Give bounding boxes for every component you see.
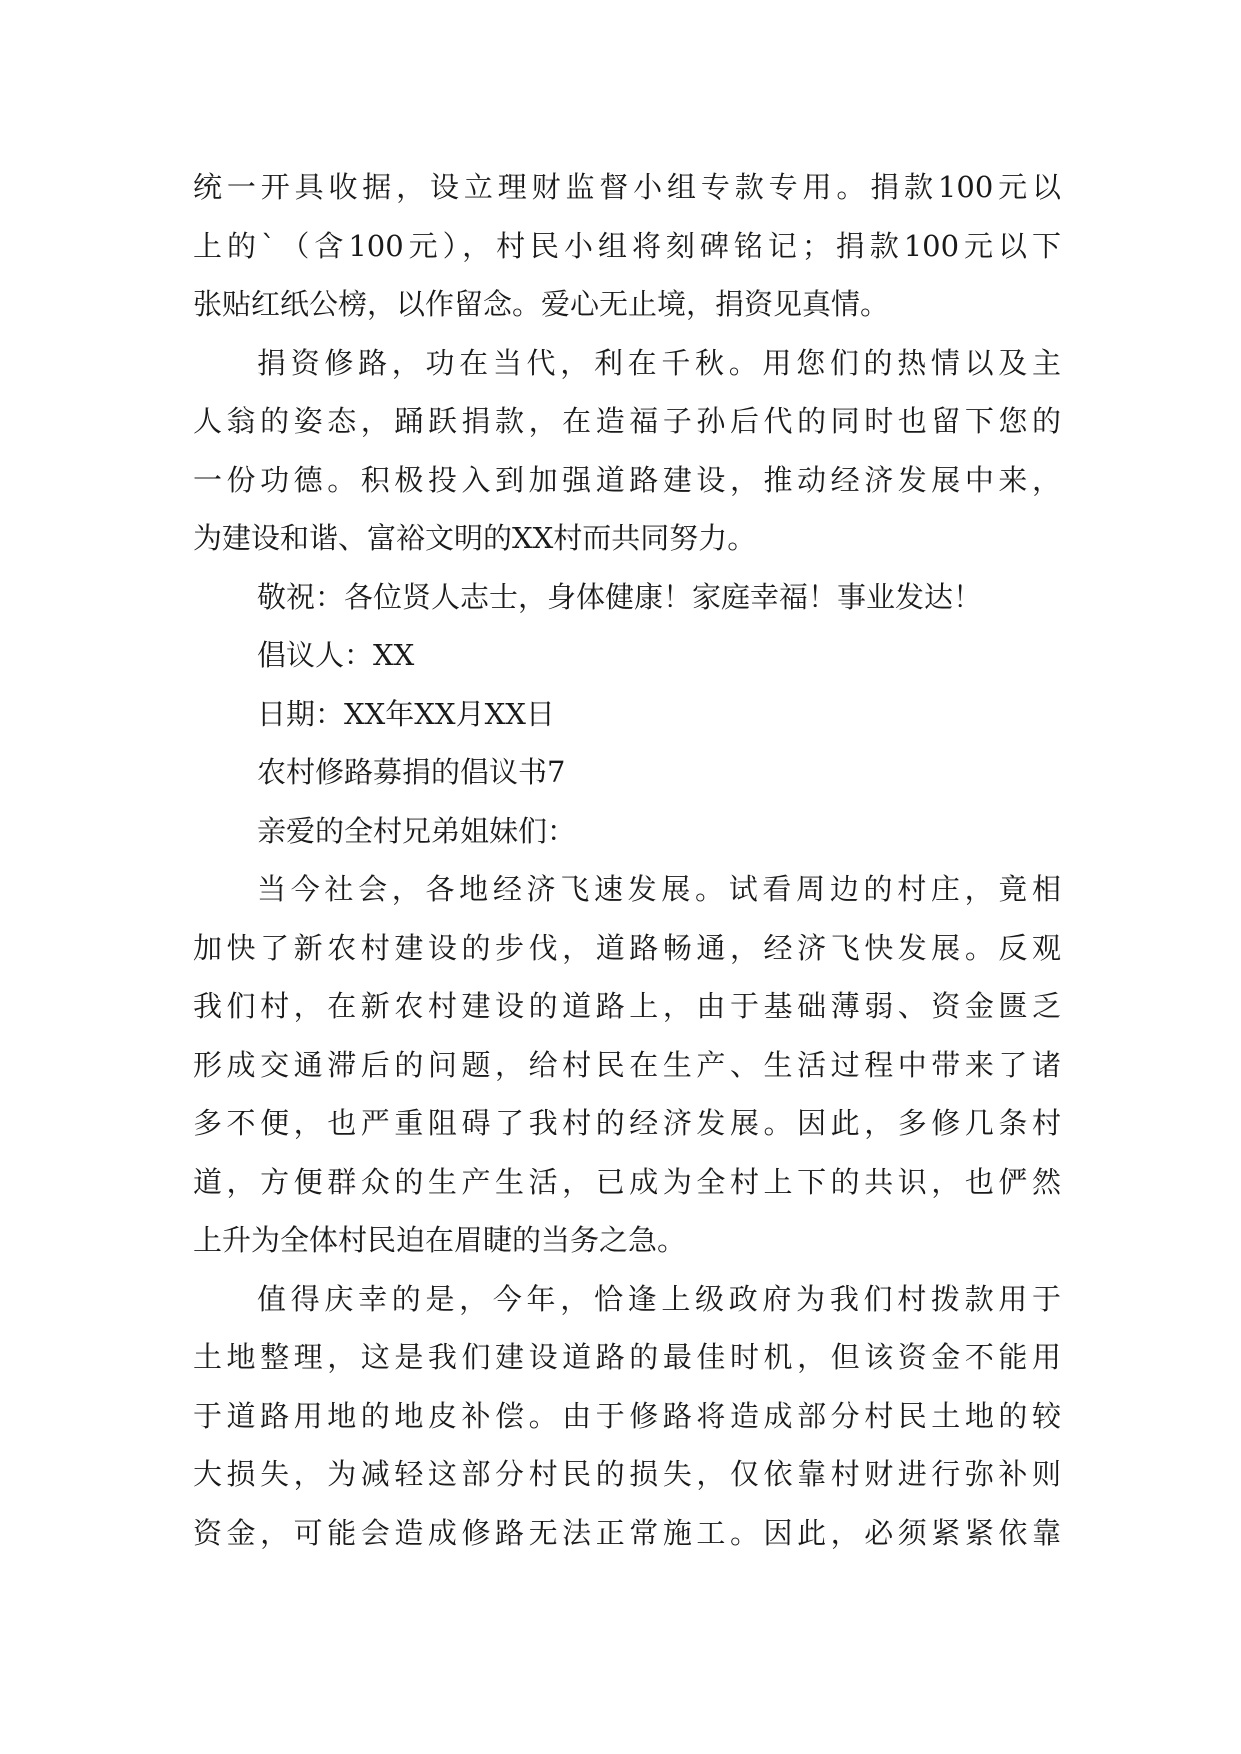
document-body: [193, 158, 1061, 1562]
text-line: 上的`（含100元），村民小组将刻碑铭记；捐款100元以下: [193, 228, 1061, 263]
text-line: 上升为全体村民迫在眉睫的当务之急。: [193, 1223, 687, 1257]
date-line: 日期：XX年XX月XX日: [257, 696, 555, 731]
text-line: 加快了新农村建设的步伐，道路畅通，经济飞快发展。反观: [193, 930, 1061, 965]
greeting-line: 敬祝：各位贤人志士，身体健康！家庭幸福！事业发达！: [257, 579, 983, 614]
text-line: 土地整理，这是我们建设道路的最佳时机，但该资金不能用: [193, 1340, 1061, 1374]
text-line: 多不便，也严重阻碍了我村的经济发展。因此，多修几条村: [193, 1106, 1061, 1140]
paragraph-start-line: 值得庆幸的是，今年，恰逢上级政府为我们村拨款用于: [257, 1281, 1061, 1316]
text-line: 道，方便群众的生产生活，已成为全村上下的共识，也俨然: [193, 1164, 1061, 1199]
section-title: 农村修路募捐的倡议书7: [257, 755, 566, 789]
text-line: 为建设和谐、富裕文明的XX村而共同努力。: [193, 521, 757, 555]
text-line: 我们村，在新农村建设的道路上，由于基础薄弱、资金匮乏: [193, 989, 1061, 1023]
paragraph-start-line: 当今社会，各地经济飞速发展。试看周边的村庄，竟相: [257, 872, 1061, 906]
text-line: 张贴红纸公榜，以作留念。爱心无止境，捐资见真情。: [193, 287, 890, 321]
text-line: 大损失，为减轻这部分村民的损失，仅依靠村财进行弥补则: [193, 1457, 1061, 1491]
text-line: 人翁的姿态，踊跃捐款，在造福子孙后代的同时也留下您的: [193, 404, 1061, 438]
text-line: 一份功德。积极投入到加强道路建设，推动经济发展中来，: [193, 462, 1061, 497]
text-line: 资金，可能会造成修路无法正常施工。因此，必须紧紧依靠: [193, 1515, 1061, 1550]
text-line: 形成交通滞后的问题，给村民在生产、生活过程中带来了诸: [193, 1047, 1061, 1082]
paragraph-start-line: 捐资修路，功在当代，利在千秋。用您们的热情以及主: [257, 345, 1061, 380]
text-line: 统一开具收据，设立理财监督小组专款专用。捐款100元以: [193, 170, 1061, 204]
text-line: 于道路用地的地皮补偿。由于修路将造成部分村民土地的较: [193, 1398, 1061, 1433]
initiator-line: 倡议人：XX: [257, 638, 415, 672]
salutation-line: 亲爱的全村兄弟姐妹们：: [257, 813, 577, 848]
